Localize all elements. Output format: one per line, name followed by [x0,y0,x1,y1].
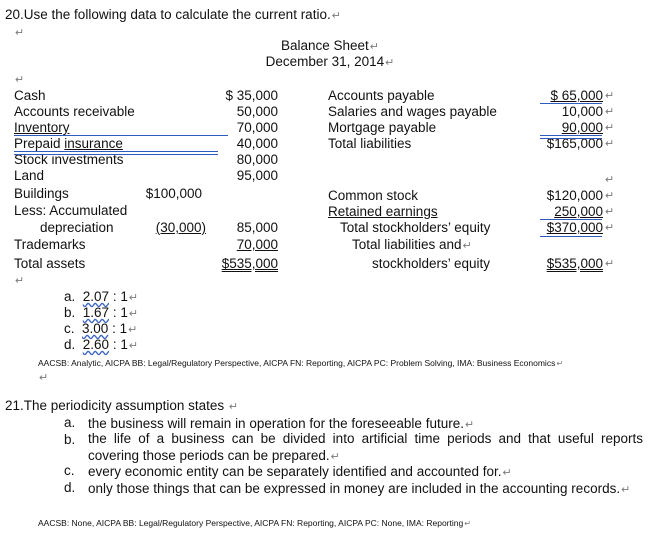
liab-label-mortgage: Mortgage payable [328,120,437,135]
liab-value-ap: $ 65,000 [550,88,603,103]
total-le-value: $535,000 [546,256,603,271]
prepaid-anchor-rule [14,151,218,155]
question-number: 21. [5,398,24,413]
asset-label-land: Land [14,168,45,183]
q21-option-d[interactable]: only those things that can be expressed in money are included in the accounting records.↵ [88,481,631,496]
asset-value-stock: 80,000 [236,152,278,167]
asset-label-stock: Stock investments [14,152,124,167]
asset-value-land: 95,000 [236,168,278,183]
asset-value-buildings: $100,000 [145,186,202,201]
total-le-label-2: stockholders’ equity [372,256,491,271]
q21-option-a[interactable]: the business will remain in operation for the foreseeable future.↵ [88,416,475,431]
total-le-label-1: Total liabilities and↵ [352,237,472,252]
q21-option-c-letter: c. [64,463,75,478]
asset-label-depreciation: depreciation [40,220,114,235]
question-21-tags: AACSB: None, AICPA BB: Legal/Regulatory Perspective, AICPA FN: Reporting, AICPA PC: None, IMA: Reporting↵ [38,518,471,528]
return-mark: ↵ [605,174,615,186]
asset-label-cash: Cash [14,88,46,103]
equity-value-retained: 250,000 [554,204,603,219]
asset-value-prepaid: 40,000 [236,136,278,151]
return-mark: ↵ [605,122,615,134]
return-mark: ↵ [605,222,615,234]
return-mark: ↵ [331,10,341,22]
balance-sheet-date: December 31, 2014↵ [265,54,395,69]
inventory-anchor-rule [14,135,228,136]
q21-option-b[interactable]: the life of a business can be divided into artificial time periods and that useful reports covering those periods can be prepared.↵ [88,431,643,463]
asset-value-cash: $ 35,000 [225,88,278,103]
equity-anchor-rule [540,236,602,237]
return-mark: ↵ [605,106,615,118]
option-d[interactable]: d. 2.60 : 1↵ [64,337,139,352]
question-text: The periodicity assumption states [23,398,225,413]
asset-value-buildings-net: 85,000 [236,220,278,235]
asset-value-ar: 50,000 [236,104,278,119]
equity-label-total: Total stockholders’ equity [340,220,491,235]
equity-label-retained: Retained earnings [328,204,438,219]
return-mark: ↵ [605,190,615,202]
liab-label-salaries: Salaries and wages payable [328,104,497,119]
asset-value-trademarks: 70,000 [236,237,278,252]
return-mark: ↵ [605,258,615,270]
asset-label-inventory: Inventory [14,120,70,135]
q21-option-b-letter: b. [64,432,76,447]
ap-anchor-rule [540,103,602,104]
equity-value-total: $370,000 [546,220,603,235]
liab-label-ap: Accounts payable [328,88,435,103]
question-text: Use the following data to calculate the current ratio. [23,7,331,22]
return-mark: ↵ [605,138,615,150]
balance-sheet-title: Balance Sheet↵ [280,38,380,53]
asset-value-depreciation: (30,000) [155,220,206,235]
liab-value-salaries: 10,000 [561,104,603,119]
return-mark: ↵ [39,372,49,384]
option-c[interactable]: c. 3.00 : 1↵ [64,321,138,336]
asset-label-trademarks: Trademarks [14,237,86,252]
q21-option-c[interactable]: every economic entity can be separately identified and accounted for.↵ [88,464,512,479]
asset-label-total: Total assets [14,256,86,271]
liab-value-mortgage: 90,000 [561,120,603,135]
return-mark: ↵ [605,206,615,218]
equity-label-common: Common stock [328,188,419,203]
return-mark: ↵ [15,74,25,86]
asset-label-ar: Accounts receivable [14,104,135,119]
question-21-prompt: 21.The periodicity assumption states ↵ [5,398,239,413]
liab-label-total: Total liabilities [328,136,412,151]
q21-option-a-letter: a. [64,415,76,430]
question-20-prompt [5,7,341,24]
return-mark: ↵ [15,275,25,287]
question-20-tags: AACSB: Analytic, AICPA BB: Legal/Regulatory Perspective, AICPA FN: Reporting, AICPA PC: Problem Solving, IMA: Business Economics↵ [38,358,564,368]
liab-value-total: $165,000 [546,136,603,151]
q21-option-d-letter: d. [64,480,76,495]
mortgage-anchor-rule [540,135,602,139]
return-mark: ↵ [605,90,615,102]
asset-label-less-accumulated: Less: Accumulated [14,203,128,218]
return-mark: ↵ [15,27,25,39]
question-number: 20. [5,7,24,22]
equity-value-common: $120,000 [546,188,603,203]
asset-label-buildings: Buildings [14,186,69,201]
asset-value-total: $535,000 [221,256,278,271]
asset-label-prepaid: Prepaid insurance [14,136,123,151]
option-b[interactable]: b. 1.67 : 1↵ [64,305,139,320]
option-a[interactable]: a. 2.07 : 1↵ [64,289,139,304]
retained-anchor-rule [540,219,602,220]
asset-value-inventory: 70,000 [236,120,278,135]
